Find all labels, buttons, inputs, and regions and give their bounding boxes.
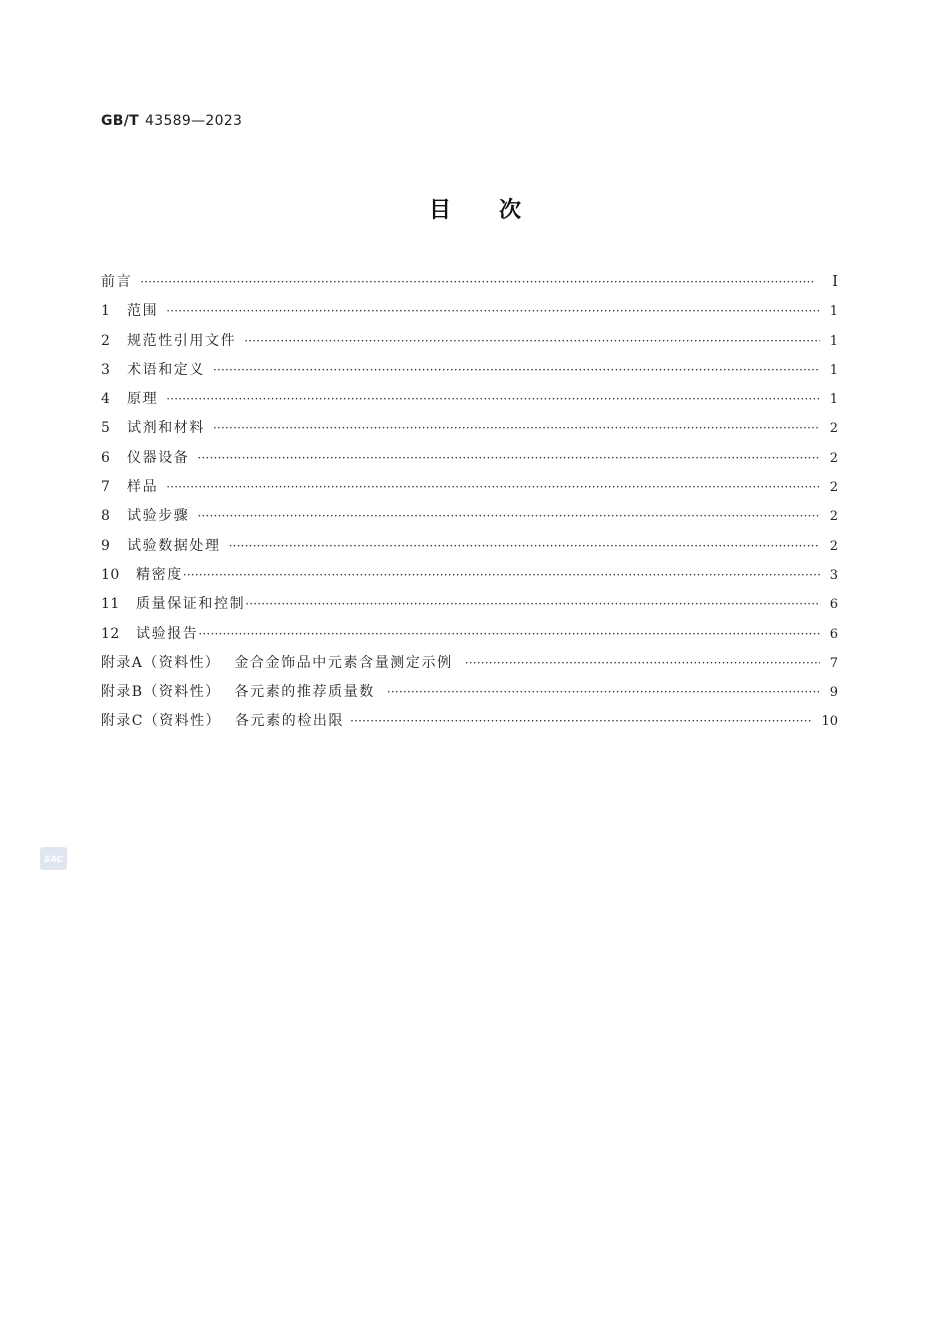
toc-entry-page: 2: [829, 480, 838, 496]
toc-entry-page: 10: [821, 714, 838, 730]
toc-leader-dots: [166, 304, 820, 318]
toc-entry-label: 金合金饰品中元素含量测定示例: [234, 654, 453, 671]
toc-leader-dots: [387, 685, 820, 699]
toc-entry-samples[interactable]: [101, 476, 838, 505]
sac-logo-text: SAC: [44, 855, 63, 865]
toc-entry-number: 5: [101, 420, 111, 437]
toc-entry-number: 1: [101, 303, 111, 320]
toc-entry-label: 术语和定义: [127, 361, 205, 378]
toc-entry-page: 1: [829, 333, 838, 349]
toc-entry-label: 各元素的推荐质量数: [234, 684, 375, 701]
toc-entry-number: 12: [101, 625, 120, 642]
sac-logo-icon: [40, 847, 67, 870]
toc-title: 目次: [428, 198, 569, 223]
toc-entry-page: 6: [829, 597, 838, 613]
toc-entry-page: 2: [829, 421, 838, 437]
toc-appendix-tag: 附录A（资料性）: [101, 654, 221, 671]
toc-leader-dots: [183, 568, 820, 582]
standard-code: 43589—2023: [145, 113, 243, 129]
toc-leader-dots: [244, 334, 820, 348]
toc-entry-data-processing[interactable]: [101, 535, 838, 564]
toc-leader-dots: [465, 656, 820, 670]
toc-leader-dots: [213, 363, 820, 377]
toc-leader-dots: [197, 509, 820, 523]
toc-entry-normative-references[interactable]: [101, 330, 838, 359]
toc-entry-label: 精密度: [136, 566, 183, 583]
toc-leader-dots: [166, 392, 820, 406]
toc-entry-number: 8: [101, 508, 111, 525]
toc-entry-page: I: [832, 272, 838, 290]
toc-leader-dots: [166, 480, 820, 494]
toc-leader-dots: [197, 451, 820, 465]
toc-entry-page: 2: [829, 538, 838, 554]
toc-entry-precision[interactable]: [101, 564, 838, 593]
toc-entry-number: 6: [101, 449, 111, 466]
toc-leader-dots: [245, 597, 820, 611]
toc-entry-label: 试剂和材料: [127, 420, 205, 437]
toc-entry-label: 质量保证和控制: [136, 596, 246, 613]
toc-leader-dots: [198, 627, 820, 641]
toc-entry-number: 3: [101, 361, 111, 378]
toc-appendix-tag: 附录B（资料性）: [101, 684, 221, 701]
toc-entry-terms[interactable]: [101, 359, 838, 388]
toc-entry-label: 范围: [127, 303, 159, 320]
toc-entry-number: 7: [101, 479, 111, 496]
toc-entry-principle[interactable]: [101, 388, 838, 417]
toc-leader-dots: [350, 714, 813, 728]
toc-entry-reagents[interactable]: [101, 417, 838, 446]
toc-entry-appendix-b[interactable]: [101, 681, 838, 710]
toc-entry-page: 7: [829, 655, 838, 671]
toc-entry-appendix-a[interactable]: [101, 652, 838, 681]
toc-entry-procedure[interactable]: [101, 505, 838, 534]
toc-entry-page: 3: [829, 567, 838, 583]
toc-entry-number: 10: [101, 566, 120, 583]
toc-entry-test-report[interactable]: [101, 623, 838, 652]
toc-entry-appendix-c[interactable]: [101, 710, 838, 739]
toc-entry-number: 11: [101, 596, 120, 613]
toc-entry-page: 1: [829, 362, 838, 378]
toc-entry-page: 9: [829, 685, 838, 701]
toc-entry-page: 2: [829, 509, 838, 525]
toc-leader-dots: [140, 275, 820, 289]
toc-entry-page: 2: [829, 450, 838, 466]
toc-entry-scope[interactable]: [101, 300, 838, 329]
toc-entry-page: 1: [829, 304, 838, 320]
toc-entry-number: 4: [101, 391, 111, 408]
toc-entry-quality-assurance[interactable]: [101, 593, 838, 622]
toc-leader-dots: [213, 421, 820, 435]
toc-entry-label: 试验步骤: [127, 508, 190, 525]
toc-entry-label: 各元素的检出限: [234, 713, 345, 730]
toc-entry-number: 2: [101, 332, 111, 349]
table-of-contents: [101, 271, 838, 740]
toc-entry-page: 6: [829, 626, 838, 642]
toc-appendix-tag: 附录C（资料性）: [101, 713, 221, 730]
standard-prefix: GB/T: [101, 113, 140, 129]
toc-entry-label: 样品: [127, 479, 159, 496]
toc-entry-foreword[interactable]: [101, 271, 838, 300]
toc-entry-label: 原理: [127, 391, 159, 408]
toc-leader-dots: [229, 539, 820, 553]
toc-entry-page: 1: [829, 392, 838, 408]
toc-entry-label: 规范性引用文件: [127, 332, 237, 349]
toc-entry-label: 仪器设备: [127, 449, 190, 466]
toc-entry-label: 试验报告: [136, 625, 199, 642]
toc-entry-apparatus[interactable]: [101, 447, 838, 476]
toc-entry-label: 试验数据处理: [127, 537, 221, 554]
standard-number: [101, 113, 242, 129]
toc-entry-number: 9: [101, 537, 111, 554]
toc-entry-label: 前言: [101, 274, 133, 290]
